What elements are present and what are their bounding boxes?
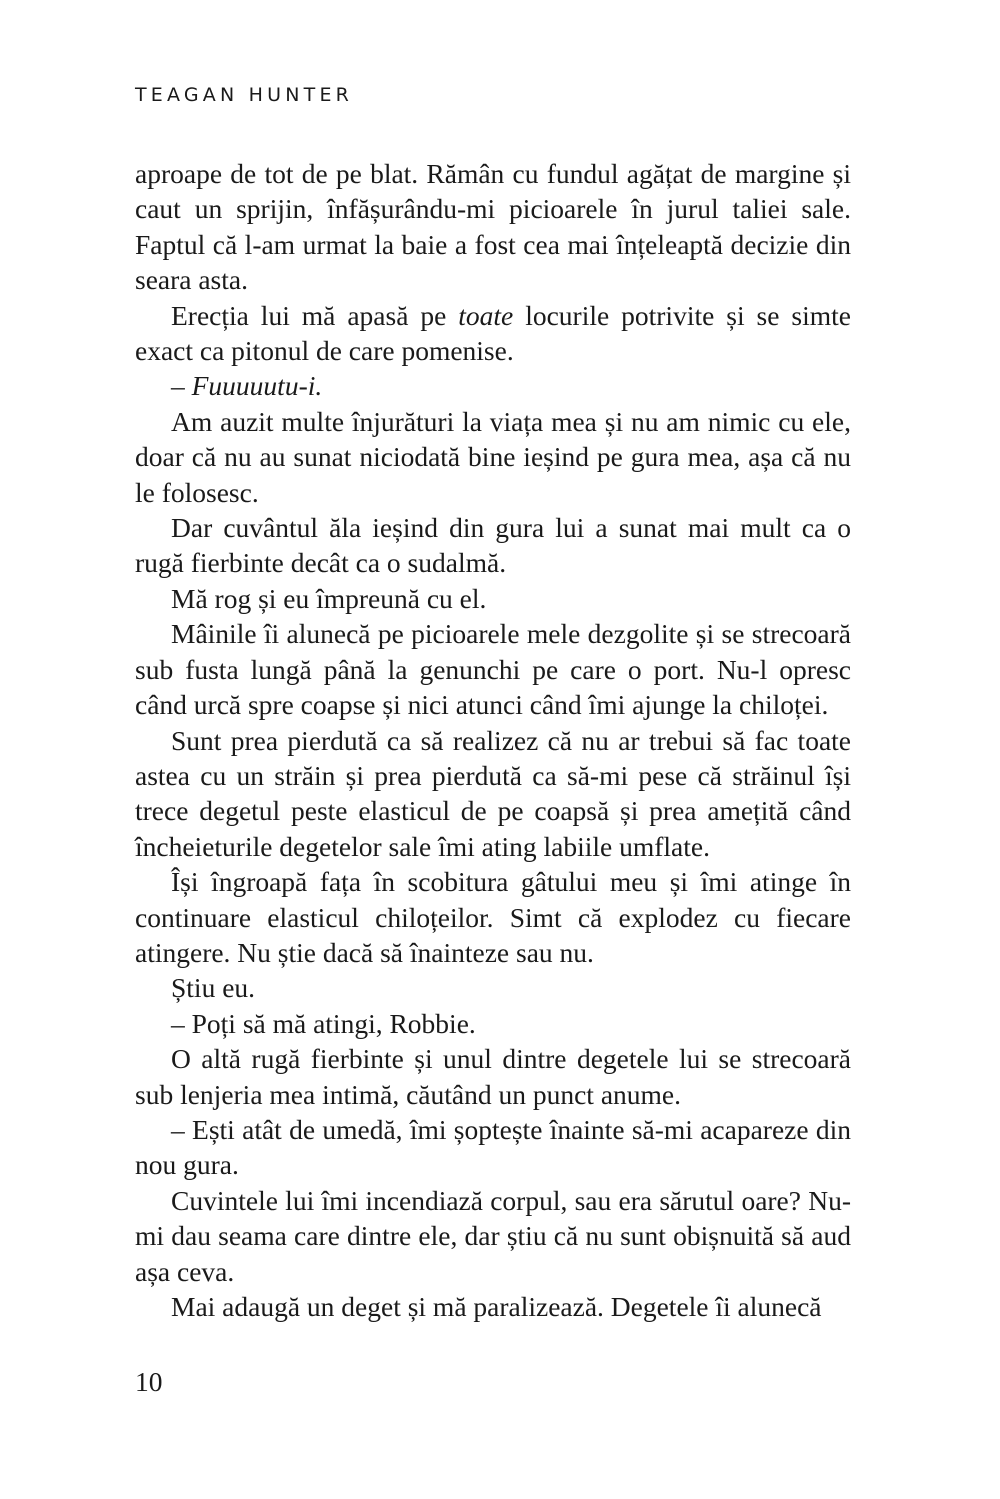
- dialogue-1: [135, 368, 851, 403]
- body-text: [135, 156, 851, 1324]
- paragraph-2-text-a: Erecția lui mă apasă pe: [171, 299, 459, 331]
- running-head-author: TEAGAN HUNTER: [135, 84, 354, 106]
- emphasis-toate: toate: [458, 299, 514, 331]
- dialogue-3: – Ești atât de umedă, îmi șoptește înainte să-mi acapareze din nou gura.: [135, 1113, 851, 1181]
- paragraph-14: Cuvintele lui îmi incendiază corpul, sau era sărutul oare? Nu-mi dau seama care dintre ele, dar știu că nu sunt obișnuită să aud așa ceva.: [135, 1184, 851, 1287]
- paragraph-9: Își îngroapă fața în scobitura gâtului meu și îmi atinge în continuare elasticul chiloțeilor. Simt că explodez cu fiecare atingere. Nu știe dacă să înainteze sau nu.: [135, 866, 851, 968]
- paragraph-8: Sunt prea pierdută ca să realizez că nu ar trebui să fac toate astea cu un străin și prea pierdută ca să-mi pese că străinul își trece degetul peste elasticul de pe coapsă și prea amețită când încheieturile degetelor sale îmi ating labiile umflate.: [135, 724, 851, 862]
- paragraph-2-text-b: locurile potrivite și se simte exact ca pitonul de care pomenise.: [135, 299, 851, 367]
- paragraph-10: Știu eu.: [171, 972, 256, 1004]
- dialogue-2: – Poți să mă atingi, Robbie.: [171, 1007, 476, 1039]
- paragraph-6: Mă rog și eu împreună cu el.: [171, 582, 487, 614]
- dialogue-dash: –: [171, 370, 192, 402]
- paragraph-2: [135, 298, 851, 369]
- paragraph-1: aproape de tot de pe blat. Rămân cu fundul agățat de margine și caut un sprijin, înfășurându-mi picioarele în jurul taliei sale. Faptul că l-am urmat la baie a fost cea mai înțeleaptă decizie din seara asta.: [135, 158, 851, 296]
- paragraph-4: Am auzit multe înjurături la viața mea și nu am nimic cu ele, doar că nu au sunat niciodată bine ieșind pe gura mea, așa că nu le folosesc.: [135, 405, 851, 508]
- dialogue-1-italic: Fuuuuutu-i.: [191, 370, 323, 402]
- paragraph-5: Dar cuvântul ăla ieșind din gura lui a sunat mai mult ca o rugă fierbinte decât ca o sudalmă.: [135, 512, 851, 579]
- page-number: 10: [135, 1366, 163, 1397]
- paragraph-15: Mai adaugă un deget și mă paralizează. Degetele îi alunecă: [171, 1291, 822, 1322]
- paragraph-12: O altă rugă fierbinte și unul dintre degetele lui se strecoară sub lenjeria mea intimă, căutând un punct anume.: [135, 1043, 851, 1110]
- paragraph-7: Mâinile îi alunecă pe picioarele mele dezgolite și se strecoară sub fusta lungă până la genunchi pe care o port. Nu-l opresc când urcă spre coapse și nici atunci când îmi ajunge la chiloței.: [135, 618, 851, 721]
